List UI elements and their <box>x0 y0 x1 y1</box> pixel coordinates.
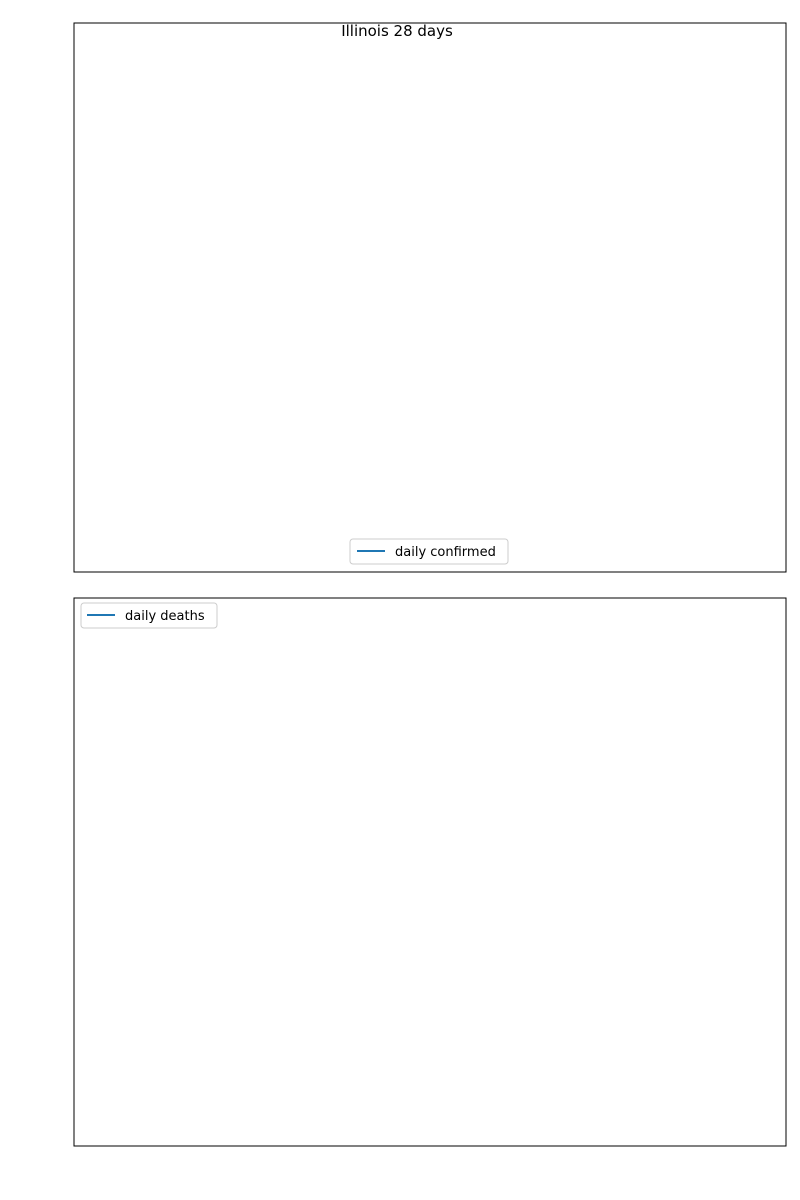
legend-label-daily-deaths: daily deaths <box>125 609 205 624</box>
chart-title: Illinois 28 days <box>341 22 453 40</box>
legend-label-daily-confirmed: daily confirmed <box>395 545 496 560</box>
deaths-legend <box>81 603 217 628</box>
confirmed-legend <box>350 539 508 564</box>
